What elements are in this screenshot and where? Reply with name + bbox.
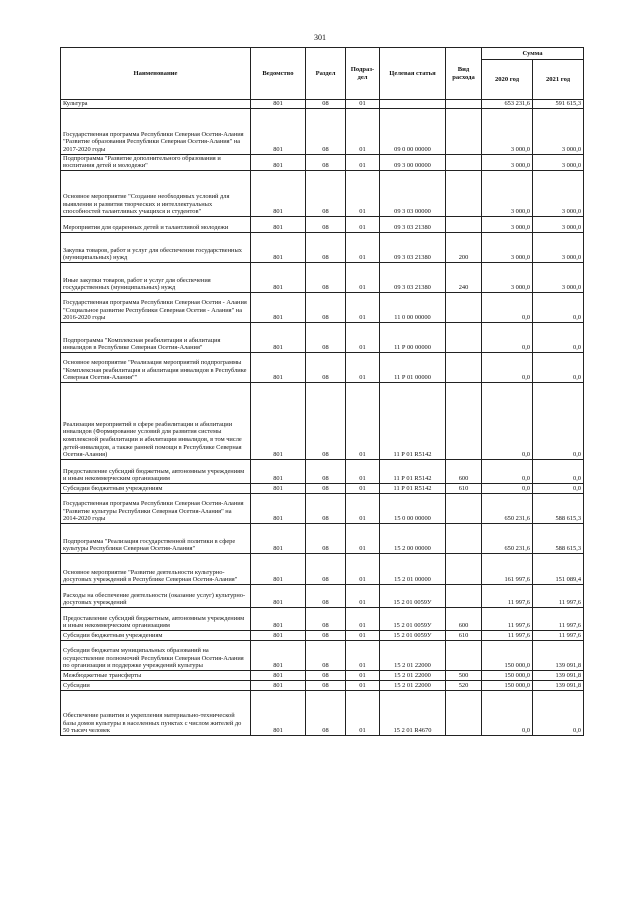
- cell-dept: 801: [251, 108, 306, 154]
- cell-2020: 0,0: [482, 292, 533, 322]
- cell-2021: 3 000,0: [533, 232, 584, 262]
- cell-exp-type: [446, 154, 482, 170]
- cell-2021: 0,0: [533, 690, 584, 735]
- col-header-section: Раздел: [306, 48, 346, 100]
- cell-section: 08: [306, 523, 346, 553]
- cell-2021: 0,0: [533, 382, 584, 459]
- cell-dept: 801: [251, 216, 306, 232]
- table-row: [61, 690, 584, 735]
- cell-subsection: 01: [346, 493, 380, 523]
- cell-exp-type: [446, 523, 482, 553]
- cell-exp-type: 200: [446, 232, 482, 262]
- cell-dept: 801: [251, 154, 306, 170]
- cell-section: 08: [306, 100, 346, 109]
- cell-2020: 0,0: [482, 352, 533, 382]
- cell-dept: 801: [251, 493, 306, 523]
- cell-exp-type: 240: [446, 262, 482, 292]
- cell-2020: 0,0: [482, 322, 533, 352]
- col-header-sum: Сумма: [482, 48, 584, 60]
- cell-exp-type: [446, 690, 482, 735]
- cell-section: 08: [306, 493, 346, 523]
- cell-section: 08: [306, 216, 346, 232]
- cell-exp-type: 610: [446, 483, 482, 493]
- cell-2020: 0,0: [482, 459, 533, 483]
- cell-target: 11 Р 01 R5142: [380, 382, 446, 459]
- cell-2020: 653 231,6: [482, 100, 533, 109]
- cell-name: Государственная программа Республики Северная Осетия - Алания "Социальное развитие Республики Северная Осетия - Алания" на 2016-2020 годы: [61, 292, 251, 322]
- cell-2020: 3 000,0: [482, 170, 533, 216]
- table-row: [61, 459, 584, 483]
- cell-exp-type: [446, 584, 482, 607]
- cell-section: 08: [306, 322, 346, 352]
- cell-2021: 151 089,4: [533, 553, 584, 584]
- cell-2020: 650 231,6: [482, 523, 533, 553]
- cell-name: Предоставление субсидий бюджетным, автономным учреждениям и иным некоммерческим организациям: [61, 607, 251, 630]
- cell-name: Основное мероприятие "Создание необходимых условий для выявления и развития творческих и интеллектуальных способностей талантливых учащихся и студентов": [61, 170, 251, 216]
- cell-subsection: 01: [346, 292, 380, 322]
- cell-2020: 3 000,0: [482, 108, 533, 154]
- cell-name: Государственная программа Республики Северная Осетия-Алания "Развитие культуры Республики Северная Осетия-Алания" на 2014-2020 годы: [61, 493, 251, 523]
- cell-2020: 150 000,0: [482, 670, 533, 680]
- cell-2021: 588 615,3: [533, 523, 584, 553]
- cell-subsection: 01: [346, 216, 380, 232]
- cell-section: 08: [306, 630, 346, 640]
- cell-exp-type: [446, 553, 482, 584]
- cell-dept: 801: [251, 262, 306, 292]
- table-row: [61, 100, 584, 109]
- cell-section: 08: [306, 680, 346, 690]
- cell-section: 08: [306, 108, 346, 154]
- table-row: [61, 680, 584, 690]
- cell-target: 15 2 01 22000: [380, 670, 446, 680]
- cell-name: Субсидии: [61, 680, 251, 690]
- table-row: [61, 640, 584, 670]
- cell-2021: 3 000,0: [533, 170, 584, 216]
- table-row: [61, 630, 584, 640]
- cell-2021: 139 091,8: [533, 640, 584, 670]
- cell-2020: 11 997,6: [482, 607, 533, 630]
- cell-name: Мероприятия для одаренных детей и талантливой молодежи: [61, 216, 251, 232]
- cell-name: Предоставление субсидий бюджетным, автономным учреждениям и иным некоммерческим организациям: [61, 459, 251, 483]
- cell-dept: 801: [251, 352, 306, 382]
- cell-2020: 150 000,0: [482, 680, 533, 690]
- table-row: [61, 553, 584, 584]
- cell-section: 08: [306, 553, 346, 584]
- cell-name: Культура: [61, 100, 251, 109]
- cell-subsection: 01: [346, 523, 380, 553]
- table-row: [61, 352, 584, 382]
- cell-2021: 0,0: [533, 292, 584, 322]
- cell-target: 15 2 00 00000: [380, 523, 446, 553]
- cell-target: 09 3 03 21380: [380, 262, 446, 292]
- cell-2020: 650 231,6: [482, 493, 533, 523]
- cell-exp-type: [446, 493, 482, 523]
- cell-section: 08: [306, 670, 346, 680]
- cell-subsection: 01: [346, 322, 380, 352]
- cell-name: Подпрограмма "Развитие дополнительного образования и воспитания детей и молодежи": [61, 154, 251, 170]
- table-row: [61, 382, 584, 459]
- cell-name: Субсидии бюджетным учреждениям: [61, 483, 251, 493]
- table-row: [61, 108, 584, 154]
- cell-section: 08: [306, 459, 346, 483]
- cell-subsection: 01: [346, 670, 380, 680]
- cell-dept: 801: [251, 170, 306, 216]
- cell-exp-type: [446, 640, 482, 670]
- cell-subsection: 01: [346, 352, 380, 382]
- table-row: [61, 523, 584, 553]
- cell-section: 08: [306, 170, 346, 216]
- cell-2021: 139 091,8: [533, 670, 584, 680]
- col-header-dept: Ведомство: [251, 48, 306, 100]
- cell-2021: 11 997,6: [533, 630, 584, 640]
- col-header-subsection: Подраз- дел: [346, 48, 380, 100]
- cell-target: 15 2 01 0059У: [380, 607, 446, 630]
- cell-section: 08: [306, 584, 346, 607]
- cell-2020: 150 000,0: [482, 640, 533, 670]
- header-row-top: [61, 48, 584, 60]
- cell-target: 09 0 00 00000: [380, 108, 446, 154]
- cell-2020: 0,0: [482, 483, 533, 493]
- cell-dept: 801: [251, 553, 306, 584]
- cell-section: 08: [306, 483, 346, 493]
- cell-name: Закупка товаров, работ и услуг для обеспечения государственных (муниципальных) нужд: [61, 232, 251, 262]
- cell-section: 08: [306, 292, 346, 322]
- cell-2021: 0,0: [533, 352, 584, 382]
- cell-2021: 0,0: [533, 459, 584, 483]
- cell-section: 08: [306, 607, 346, 630]
- cell-subsection: 01: [346, 584, 380, 607]
- cell-2020: 3 000,0: [482, 154, 533, 170]
- cell-subsection: 01: [346, 108, 380, 154]
- cell-target: 15 2 01 22000: [380, 680, 446, 690]
- col-header-name: Наименование: [61, 48, 251, 100]
- cell-dept: 801: [251, 584, 306, 607]
- table-row: [61, 232, 584, 262]
- cell-exp-type: 520: [446, 680, 482, 690]
- cell-2021: 0,0: [533, 322, 584, 352]
- cell-exp-type: 610: [446, 630, 482, 640]
- cell-section: 08: [306, 262, 346, 292]
- cell-section: 08: [306, 154, 346, 170]
- cell-section: 08: [306, 232, 346, 262]
- cell-section: 08: [306, 690, 346, 735]
- cell-target: 15 2 01 0059У: [380, 630, 446, 640]
- cell-subsection: 01: [346, 170, 380, 216]
- cell-dept: 801: [251, 523, 306, 553]
- cell-dept: 801: [251, 690, 306, 735]
- cell-exp-type: [446, 322, 482, 352]
- cell-name: Государственная программа Республики Северная Осетия-Алания "Развитие образования Республики Северная Осетия-Алания" на 2017-2020 годы: [61, 108, 251, 154]
- cell-2021: 3 000,0: [533, 262, 584, 292]
- cell-2020: 11 997,6: [482, 630, 533, 640]
- cell-2020: 3 000,0: [482, 232, 533, 262]
- cell-dept: 801: [251, 607, 306, 630]
- col-header-target: Целевая статья: [380, 48, 446, 100]
- cell-target: 09 3 00 00000: [380, 154, 446, 170]
- cell-exp-type: [446, 108, 482, 154]
- table-row: [61, 216, 584, 232]
- cell-exp-type: [446, 170, 482, 216]
- table-row: [61, 483, 584, 493]
- cell-section: 08: [306, 352, 346, 382]
- cell-exp-type: [446, 352, 482, 382]
- cell-name: Субсидии бюджетным учреждениям: [61, 630, 251, 640]
- cell-dept: 801: [251, 670, 306, 680]
- cell-exp-type: [446, 292, 482, 322]
- cell-2021: 11 997,6: [533, 584, 584, 607]
- cell-subsection: 01: [346, 100, 380, 109]
- cell-target: 09 3 03 21380: [380, 232, 446, 262]
- cell-dept: 801: [251, 322, 306, 352]
- cell-target: 11 Р 00 00000: [380, 322, 446, 352]
- cell-2020: 0,0: [482, 690, 533, 735]
- cell-2021: 139 091,8: [533, 680, 584, 690]
- cell-dept: 801: [251, 640, 306, 670]
- cell-name: Межбюджетные трансферты: [61, 670, 251, 680]
- table-row: [61, 262, 584, 292]
- table-row: [61, 607, 584, 630]
- cell-subsection: 01: [346, 382, 380, 459]
- table-row: [61, 292, 584, 322]
- cell-name: Основное мероприятие "Развитие деятельности культурно-досуговых учреждений в Республике Северная Осетия-Алания": [61, 553, 251, 584]
- cell-target: 11 Р 01 00000: [380, 352, 446, 382]
- cell-subsection: 01: [346, 262, 380, 292]
- cell-exp-type: 600: [446, 459, 482, 483]
- table-body: [61, 100, 584, 736]
- cell-name: Иные закупки товаров, работ и услуг для обеспечения государственных (муниципальных) нужд: [61, 262, 251, 292]
- cell-2020: 3 000,0: [482, 216, 533, 232]
- cell-dept: 801: [251, 100, 306, 109]
- col-header-2020: 2020 год: [482, 60, 533, 100]
- cell-subsection: 01: [346, 483, 380, 493]
- cell-2020: 11 997,6: [482, 584, 533, 607]
- cell-dept: 801: [251, 459, 306, 483]
- cell-section: 08: [306, 640, 346, 670]
- col-header-exp-type: Вид расхода: [446, 48, 482, 100]
- cell-dept: 801: [251, 630, 306, 640]
- cell-target: [380, 100, 446, 109]
- table-row: [61, 170, 584, 216]
- cell-target: 09 3 03 00000: [380, 170, 446, 216]
- cell-exp-type: 600: [446, 607, 482, 630]
- cell-target: 15 0 00 00000: [380, 493, 446, 523]
- cell-exp-type: [446, 100, 482, 109]
- cell-exp-type: [446, 382, 482, 459]
- table-row: [61, 584, 584, 607]
- table-row: [61, 493, 584, 523]
- cell-dept: 801: [251, 680, 306, 690]
- cell-2021: 3 000,0: [533, 108, 584, 154]
- cell-target: 11 0 00 00000: [380, 292, 446, 322]
- cell-name: Субсидии бюджетам муниципальных образований на осуществление полномочий Республики Северная Осетия-Алания по организации и поддержке учреждений культуры: [61, 640, 251, 670]
- cell-2021: 0,0: [533, 483, 584, 493]
- cell-2020: 0,0: [482, 382, 533, 459]
- cell-subsection: 01: [346, 232, 380, 262]
- table-row: [61, 670, 584, 680]
- cell-dept: 801: [251, 382, 306, 459]
- cell-exp-type: [446, 216, 482, 232]
- cell-2021: 591 615,3: [533, 100, 584, 109]
- cell-dept: 801: [251, 232, 306, 262]
- cell-2021: 3 000,0: [533, 216, 584, 232]
- cell-target: 15 2 01 22000: [380, 640, 446, 670]
- cell-name: Основное мероприятие "Реализация мероприятий подпрограммы "Комплексная реабилитация и абилитация инвалидов в Республике Северная Осетия-Алания"": [61, 352, 251, 382]
- cell-target: 11 Р 01 R5142: [380, 483, 446, 493]
- cell-target: 15 2 01 00000: [380, 553, 446, 584]
- table-row: [61, 154, 584, 170]
- cell-name: Расходы на обеспечение деятельности (оказание услуг) культурно-досуговых учреждений: [61, 584, 251, 607]
- cell-2021: 588 615,3: [533, 493, 584, 523]
- cell-exp-type: 500: [446, 670, 482, 680]
- cell-subsection: 01: [346, 680, 380, 690]
- cell-subsection: 01: [346, 640, 380, 670]
- cell-target: 15 2 01 R4670: [380, 690, 446, 735]
- cell-subsection: 01: [346, 607, 380, 630]
- page-number: 301: [314, 33, 326, 42]
- budget-table: [60, 47, 584, 736]
- cell-subsection: 01: [346, 459, 380, 483]
- cell-name: Обеспечение развития и укрепления материально-технической базы домов культуры в населенных пунктах с числом жителей до 50 тысяч человек: [61, 690, 251, 735]
- cell-dept: 801: [251, 483, 306, 493]
- cell-name: Подпрограмма "Комплексная реабилитация и абилитация инвалидов в Республике Северная Осетия-Алания": [61, 322, 251, 352]
- cell-2021: 11 997,6: [533, 607, 584, 630]
- cell-subsection: 01: [346, 553, 380, 584]
- cell-subsection: 01: [346, 154, 380, 170]
- col-header-2021: 2021 год: [533, 60, 584, 100]
- cell-name: Подпрограмма "Реализация государственной политики в сфере культуры Республики Северная Осетия-Алания": [61, 523, 251, 553]
- cell-target: 09 3 03 21380: [380, 216, 446, 232]
- cell-2020: 3 000,0: [482, 262, 533, 292]
- cell-target: 11 Р 01 R5142: [380, 459, 446, 483]
- cell-section: 08: [306, 382, 346, 459]
- cell-subsection: 01: [346, 690, 380, 735]
- cell-subsection: 01: [346, 630, 380, 640]
- cell-2021: 3 000,0: [533, 154, 584, 170]
- cell-dept: 801: [251, 292, 306, 322]
- table-row: [61, 322, 584, 352]
- cell-name: Реализация мероприятий в сфере реабилитации и абилитации инвалидов (Формирование условий для развития системы комплексной реабилитации и абилитации инвалидов, в том числе детей-инвалидов, а также ранней помощи в Республике Северная Осетия-Алания): [61, 382, 251, 459]
- cell-target: 15 2 01 0059У: [380, 584, 446, 607]
- cell-2020: 161 997,6: [482, 553, 533, 584]
